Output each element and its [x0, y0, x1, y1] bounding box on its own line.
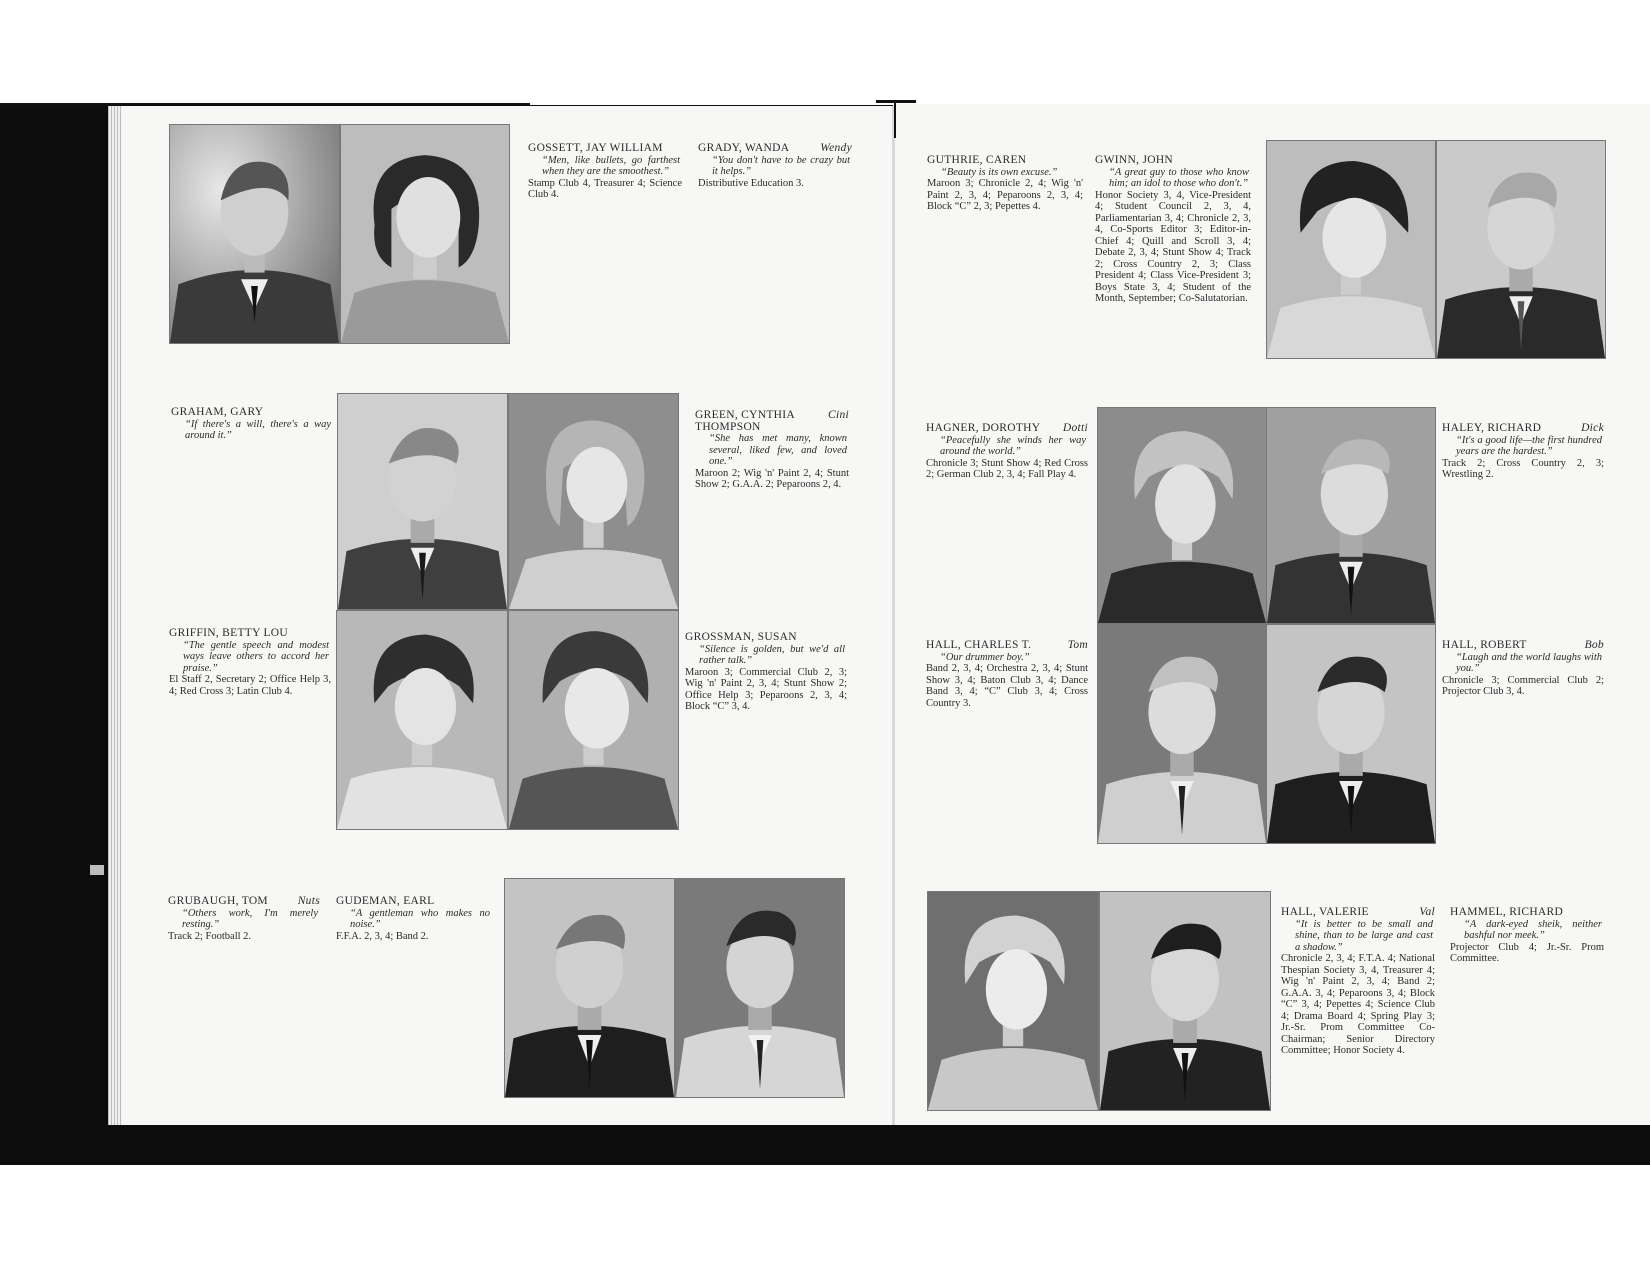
student-nickname: Bob: [1584, 639, 1604, 651]
student-activities: Maroon 3; Chronicle 2, 4; Wig 'n' Paint 2, 3, 4; Peparoons 2, 3, 4; Block “C” 2, 3; Pepettes 4.: [927, 178, 1083, 212]
student-quote: “Others work, I'm merely resting.”: [182, 907, 318, 930]
student-activities: Chronicle 2, 3, 4; F.T.A. 4; National Thespian Society 3, 4, Treasurer 4; Wig 'n' Paint 2, 3, 4; Band 2; G.A.A. 3, 4; Peparoons 3, 4; Block “C” 3, 4; Pepettes 4; Science Club 4; Drama Board 4; Spring Play 3; Jr.-Sr. Prom Committee Co-Chairman; Senior Directory Committee; Honor Society 4.: [1281, 953, 1435, 1056]
student-quote: “The gentle speech and modest ways leave others to accord her praise.”: [183, 639, 329, 674]
student-activities: Chronicle 3; Commercial Club 2; Projector Club 3, 4.: [1442, 674, 1604, 697]
student-quote: “It is better to be small and shine, than to be large and cast a shadow.”: [1295, 918, 1433, 953]
student-activities: Stamp Club 4, Treasurer 4; Science Club 4.: [528, 177, 682, 200]
student-name-row: [926, 423, 1088, 435]
student-name-row: [528, 143, 682, 155]
senior-entry: [926, 640, 1088, 709]
student-name-row: [336, 896, 492, 908]
portrait-photo: [504, 878, 675, 1098]
student-name: GROSSMAN, SUSAN: [685, 631, 797, 643]
student-quote: “If there's a will, there's a way around it.”: [185, 418, 331, 441]
student-quote: “A gentleman who makes no noise.”: [350, 907, 490, 930]
student-nickname: Dick: [1581, 422, 1604, 434]
student-nickname: Tom: [1067, 639, 1088, 651]
student-name: HAMMEL, RICHARD: [1450, 906, 1564, 918]
portrait-photo: [1097, 624, 1267, 844]
spine-tick: [894, 100, 896, 138]
senior-entry: [927, 155, 1083, 213]
student-name: HALL, VALERIE: [1281, 906, 1369, 918]
student-name: GRUBAUGH, TOM: [168, 895, 268, 907]
student-activities: Track 2; Football 2.: [168, 930, 252, 942]
student-activities: Honor Society 3, 4, Vice-President 4; Student Council 2, 3, 4, Parliamentarian 3, 4; Chronicle 2, 3, 4, Co-Sports Editor 3; Editor-in-Chief 4; Quill and Scroll 3, 4; Debate 2, 3, 4; Stunt Show 4; Track 2; Cross Country 2, 3; Class President 4; Class Vice-President 3; Boys State 3, 4; Student of the Month, September; Co-Salutatorian.: [1095, 189, 1251, 304]
student-activities: Projector Club 4; Jr.-Sr. Prom Committee.: [1450, 941, 1604, 964]
binding-clip: [90, 865, 104, 875]
book-spine: [892, 106, 895, 1125]
senior-entry: [169, 628, 331, 697]
portrait-photo: [336, 610, 508, 830]
portrait-photo: [675, 878, 845, 1098]
senior-entry: [1450, 907, 1604, 965]
senior-entry: [698, 143, 852, 189]
spine-mark: [876, 100, 916, 111]
student-activities: Maroon 3; Commercial Club 2, 3; Wig 'n' Paint 2, 3, 4; Stunt Show 2; Office Help 3; Peparoons 2, 3, 4; Block “C” 3, 4.: [685, 666, 847, 712]
portrait-photo: [508, 610, 679, 830]
portrait-photo: [508, 393, 679, 610]
portrait-photo: [1266, 407, 1436, 624]
student-activities: Distributive Education 3.: [698, 177, 804, 189]
portrait-photo: [1266, 140, 1436, 359]
student-name: GUTHRIE, CAREN: [927, 154, 1027, 166]
student-name-row: [926, 640, 1088, 652]
student-activities: Chronicle 3; Stunt Show 4; Red Cross 2; German Club 2, 3, 4; Fall Play 4.: [926, 457, 1088, 480]
student-nickname: Nuts: [297, 895, 320, 907]
student-name-row: [1281, 907, 1435, 919]
student-quote: “It's a good life—the first hundred years are the hardest.”: [1456, 434, 1602, 457]
portrait-photo: [340, 124, 510, 344]
student-name-row: [171, 407, 333, 419]
student-name: HALL, ROBERT: [1442, 639, 1527, 651]
student-name-row: [927, 155, 1083, 167]
student-name: HAGNER, DOROTHY: [926, 422, 1041, 434]
student-quote: “Men, like bullets, go farthest when they are the smoothest.”: [542, 154, 680, 177]
student-name-row: [698, 143, 852, 155]
student-quote: “You don't have to be crazy but it helps.”: [712, 154, 850, 177]
page-edges: [108, 106, 122, 1125]
student-quote: “A dark-eyed sheik, neither bashful nor meek.”: [1464, 918, 1602, 941]
portrait-photo: [169, 124, 340, 344]
student-name-row: [169, 628, 331, 640]
student-name: GWINN, JOHN: [1095, 154, 1174, 166]
portrait-photo: [927, 891, 1099, 1111]
portrait-photo: [1266, 624, 1436, 844]
student-quote: “Laugh and the world laughs with you.”: [1456, 651, 1602, 674]
portrait-photo: [1097, 407, 1267, 624]
student-name: HALL, CHARLES T.: [926, 639, 1032, 651]
student-activities: El Staff 2, Secretary 2; Office Help 3, 4; Red Cross 3; Latin Club 4.: [169, 674, 331, 697]
student-name-row: [1442, 423, 1604, 435]
student-quote: “Silence is golden, but we'd all rather talk.”: [699, 643, 845, 666]
senior-entry: [1442, 423, 1604, 481]
portrait-photo: [1436, 140, 1606, 359]
senior-entry: [1442, 640, 1604, 698]
student-name-row: [1095, 155, 1251, 167]
student-name: GUDEMAN, EARL: [336, 895, 435, 907]
student-name: HALEY, RICHARD: [1442, 422, 1542, 434]
portrait-photo: [1099, 891, 1271, 1111]
student-name-row: [168, 896, 320, 908]
student-name: GOSSETT, JAY WILLIAM: [528, 142, 663, 154]
senior-entry: [171, 407, 333, 442]
senior-entry: [926, 423, 1088, 481]
student-nickname: Wendy: [820, 142, 852, 154]
portrait-photo: [337, 393, 508, 610]
scan-edge-rule: [0, 103, 530, 105]
senior-entry: [695, 410, 849, 491]
student-quote: “A great guy to those who know him; an idol to those who don't.”: [1109, 166, 1249, 189]
student-nickname: Dotti: [1062, 422, 1088, 434]
student-quote: “Beauty is its own excuse.”: [941, 166, 1058, 178]
senior-entry: [1095, 155, 1251, 305]
student-activities: F.F.A. 2, 3, 4; Band 2.: [336, 930, 429, 942]
student-activities: Track 2; Cross Country 2, 3; Wrestling 2.: [1442, 457, 1604, 480]
student-quote: “Peacefully she winds her way around the world.”: [940, 434, 1086, 457]
senior-entry: [168, 896, 320, 942]
senior-entry: [528, 143, 682, 201]
student-activities: Band 2, 3, 4; Orchestra 2, 3, 4; Stunt Show 3, 4; Baton Club 3, 4; Dance Band 3, 4; “C” Club 3, 4; Cross Country 3.: [926, 663, 1088, 709]
student-name: GRIFFIN, BETTY LOU: [169, 627, 289, 639]
student-nickname: Cini: [827, 409, 849, 421]
student-name: GRAHAM, GARY: [171, 406, 264, 418]
student-name-row: [695, 410, 849, 433]
student-activities: Maroon 2; Wig 'n' Paint 2, 4; Stunt Show 2; G.A.A. 2; Peparoons 2, 4.: [695, 467, 849, 490]
student-name-row: [685, 632, 847, 644]
senior-entry: [1281, 907, 1435, 1057]
student-name-row: [1442, 640, 1604, 652]
senior-entry: [336, 896, 492, 942]
student-quote: “Our drummer boy.”: [940, 651, 1030, 663]
student-nickname: Val: [1419, 906, 1435, 918]
senior-entry: [685, 632, 847, 713]
student-name: GREEN, CYNTHIA THOMPSON: [695, 409, 795, 433]
student-name: GRADY, WANDA: [698, 142, 790, 154]
student-quote: “She has met many, known several, liked few, and loved one.”: [709, 433, 847, 467]
student-name-row: [1450, 907, 1604, 919]
